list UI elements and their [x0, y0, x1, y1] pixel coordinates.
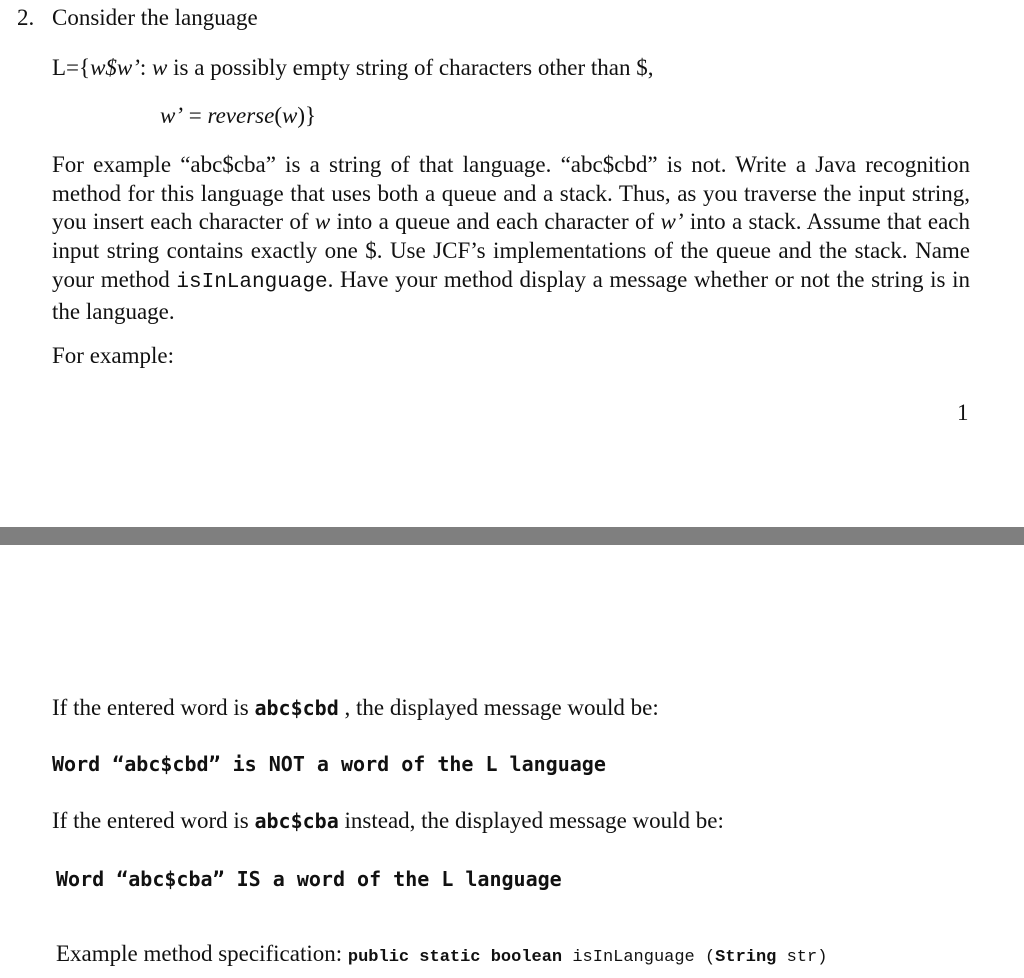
definition-word: w$w’	[90, 55, 140, 80]
question-title: Consider the language	[52, 5, 258, 30]
spec-open-paren: (	[704, 948, 716, 967]
example-1-word: abc$cbd	[254, 696, 339, 720]
paragraph-part-1: For example “abc$cba” is a string of that language. “abc$cbd” is not. Write a Java recognition method for this language that uses both a queue and a stack. Thus, as you traverse the input string, you insert each character of	[52, 152, 970, 235]
spec-param-name: str)	[776, 948, 828, 967]
page-separator	[0, 527, 1024, 545]
paragraph-part-2: into a queue and each character of	[330, 209, 661, 235]
definition-equals: =	[183, 103, 208, 128]
definition-colon: :	[139, 55, 153, 80]
page-number: 1	[957, 400, 969, 425]
example-1-line	[52, 695, 659, 721]
example-2-line	[52, 808, 724, 834]
method-specification	[56, 941, 827, 967]
spec-method-name: isInLanguage	[562, 948, 705, 967]
definition-close: )}	[297, 103, 317, 128]
page-2	[0, 545, 1024, 978]
paragraph-w-prime: w’	[660, 209, 684, 235]
question-number: 2.	[17, 5, 35, 30]
paragraph-part-4: . Have your method display a message whether or not the string is in the language.	[52, 266, 970, 324]
example-2-pre: If the entered word is	[52, 808, 255, 833]
definition-arg: w	[282, 103, 298, 128]
method-name: isInLanguage	[176, 270, 328, 294]
example-1-message: Word “abc$cbd” is NOT a word of the L language	[52, 752, 606, 776]
paragraph-w: w	[314, 209, 331, 235]
definition-function: reverse	[207, 103, 275, 128]
definition-rest: is a possibly empty string of characters other than $,	[167, 55, 654, 80]
definition-lhs: w’	[160, 103, 183, 128]
spec-label: Example method specification:	[56, 941, 348, 966]
example-1-post: , the displayed message would be:	[338, 695, 659, 720]
example-2-message: Word “abc$cba” IS a word of the L language	[56, 867, 562, 891]
example-2-post: instead, the displayed message would be:	[338, 808, 724, 833]
paragraph-part-3: into a stack. Assume that each input string contains exactly one $. Use JCF’s implementations of the queue and the stack. Name your method	[52, 209, 971, 292]
definition-w: w	[152, 55, 168, 80]
example-2-word: abc$cba	[254, 809, 339, 833]
definition-open-paren: (	[274, 103, 282, 128]
problem-description	[52, 151, 970, 326]
language-definition-line-2	[160, 103, 316, 129]
definition-prefix: L={	[52, 55, 91, 80]
example-1-pre: If the entered word is	[52, 695, 255, 720]
spec-keywords: public static boolean	[347, 948, 563, 967]
spec-param-type: String	[715, 948, 777, 967]
language-definition-line-1	[52, 55, 653, 81]
for-example-label: For example:	[52, 343, 174, 368]
